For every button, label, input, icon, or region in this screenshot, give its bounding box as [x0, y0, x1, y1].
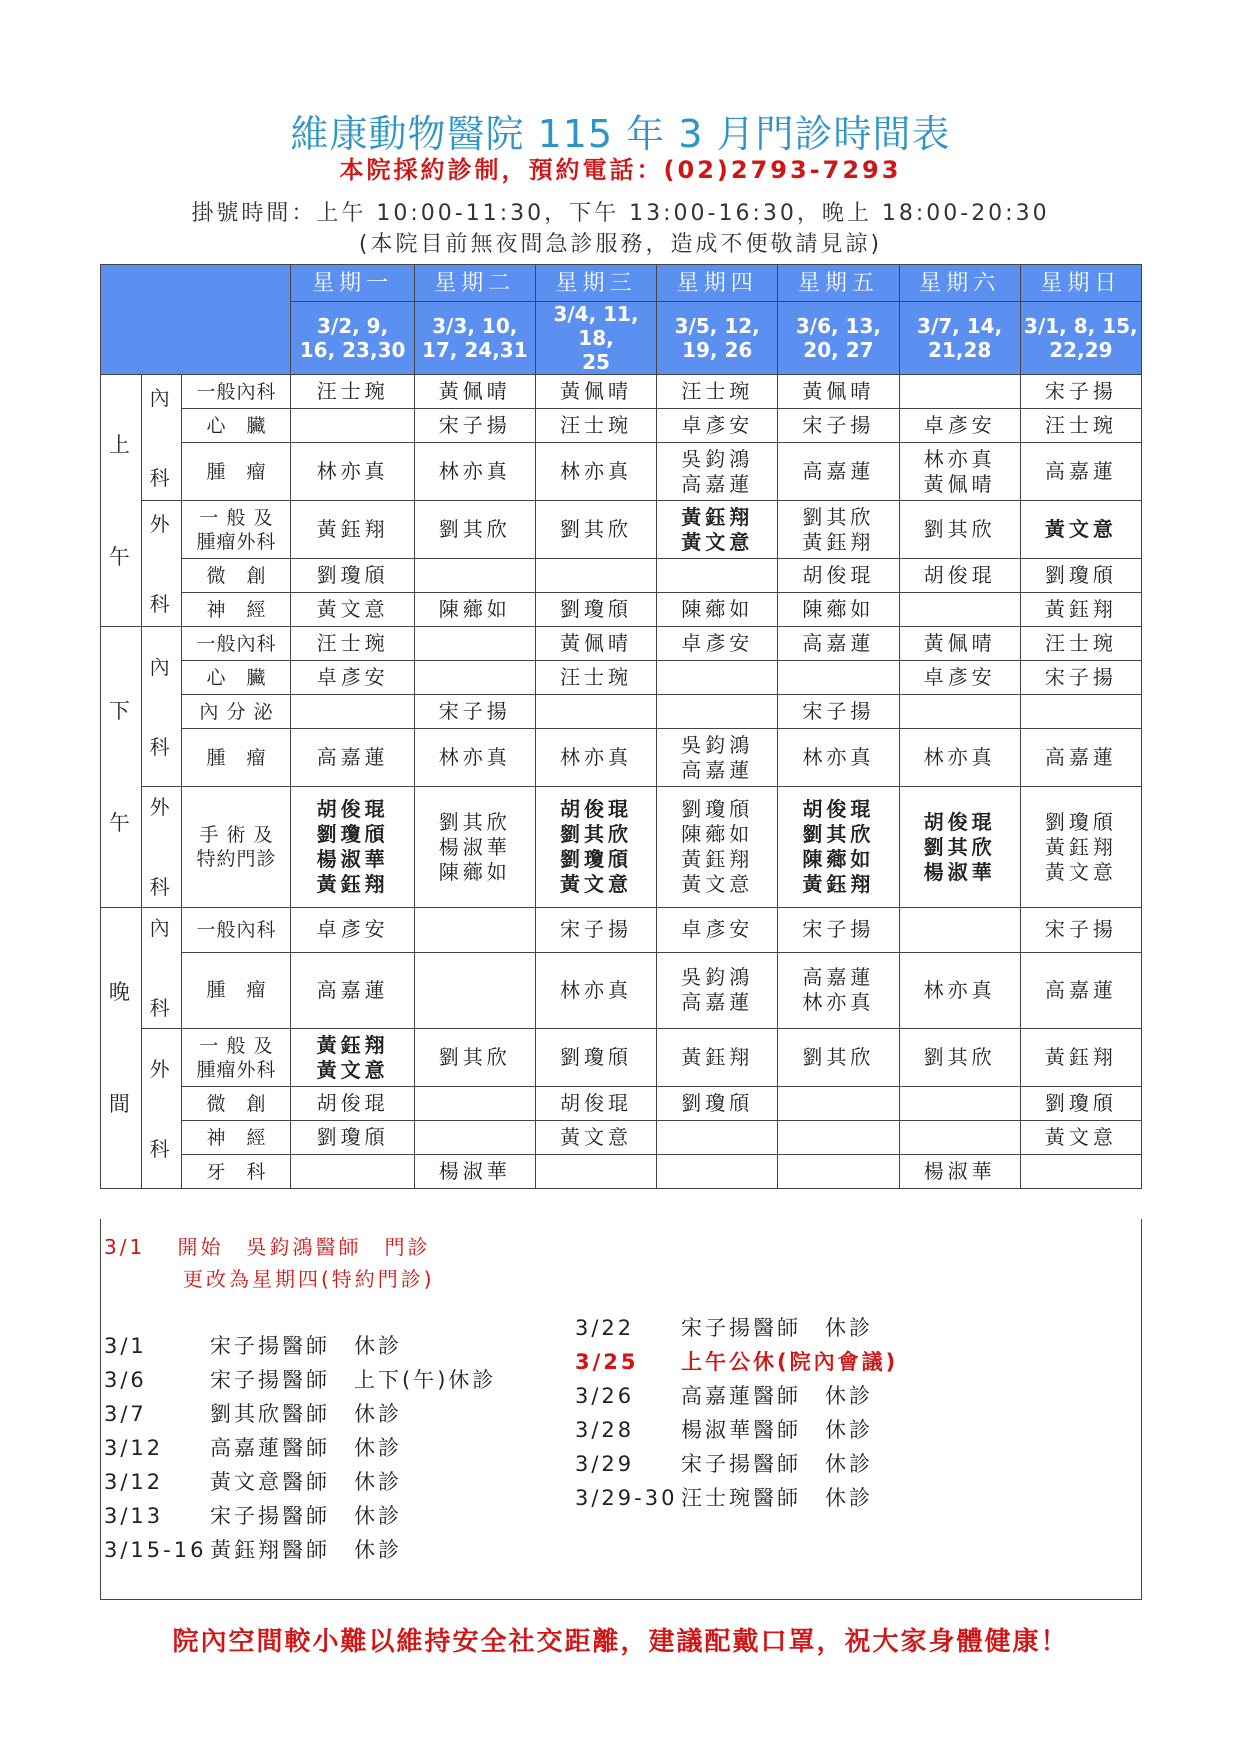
schedule-row	[101, 627, 1142, 661]
department-label: 一 般 及 腫瘤外科	[196, 506, 277, 553]
doctor-cell: 黃鈺翔	[681, 1045, 754, 1069]
leave-date: 3/12	[104, 1436, 164, 1460]
doctor-cell: 劉瓊頎	[1044, 1091, 1117, 1115]
doctor-cell: 汪士琬	[1044, 413, 1117, 437]
leave-item	[575, 1447, 898, 1481]
doctor-cell: 汪士琬	[560, 665, 632, 689]
doctor-cell: 楊淑華	[438, 1159, 511, 1183]
doctor-cell: 宋子揚	[560, 917, 632, 942]
leave-text: 楊淑華醫師 休診	[681, 1418, 873, 1442]
doctor-cell: 劉瓊頎	[560, 1045, 632, 1069]
leave-text: 宋子揚醫師 休診	[681, 1316, 873, 1340]
doctor-cell: 宋子揚	[438, 413, 511, 437]
leave-item	[104, 1397, 496, 1431]
doctor-cell: 高嘉蓮	[802, 459, 875, 483]
doctor-cell: 黃文意	[1044, 1125, 1117, 1149]
date-header: 3/1, 8, 15, 22,29	[1024, 314, 1138, 362]
schedule-row	[101, 1087, 1142, 1121]
department-label: 微 創	[206, 1092, 267, 1115]
doctor-cell: 宋子揚	[802, 917, 875, 942]
doctor-cell: 林亦真	[560, 745, 632, 769]
leave-date: 3/6	[104, 1368, 147, 1392]
appointment-phone: 本院採約診制，預約電話：(02)2793-7293	[339, 156, 902, 184]
department-label: 一般內科	[196, 918, 277, 941]
footer-message: 院內空間較小難以維持安全社交距離，建議配戴口罩，祝大家身體健康！	[172, 1627, 1069, 1657]
doctor-cell: 林亦真	[923, 977, 996, 1002]
doctor-cell: 宋子揚	[802, 413, 875, 437]
department-label: 一般內科	[196, 632, 277, 655]
leave-date: 3/26	[575, 1384, 635, 1408]
doctor-cell: 汪士琬	[316, 379, 389, 403]
leave-text: 上午公休(院內會議)	[681, 1350, 899, 1374]
doctor-cell: 林亦真	[438, 459, 511, 483]
doctor-cell: 卓彥安	[681, 631, 754, 655]
department-label: 手 術 及 特約門診	[196, 824, 277, 870]
doctor-cell: 劉其欣	[438, 1045, 511, 1069]
dept-group-label: 內 科	[149, 654, 174, 759]
day-header: 星期二	[414, 265, 535, 302]
doctor-cell: 汪士琬	[560, 413, 632, 437]
schedule-row	[101, 375, 1142, 409]
day-header: 星期日	[1020, 265, 1141, 302]
doctor-cell: 林亦真 黃佩晴	[923, 446, 996, 496]
doctor-cell: 劉其欣	[923, 517, 996, 541]
date-header: 3/5, 12, 19, 26	[674, 314, 760, 362]
leave-list-left	[104, 1329, 496, 1567]
doctor-cell: 楊淑華	[923, 1159, 996, 1183]
day-header: 星期一	[291, 265, 414, 302]
doctor-cell: 高嘉蓮	[316, 977, 389, 1002]
emergency-notice: (本院目前無夜間急診服務，造成不便敬請見諒)	[358, 232, 883, 257]
doctor-cell: 卓彥安	[923, 665, 996, 689]
schedule-row	[101, 559, 1142, 593]
doctor-cell: 胡俊琨 劉瓊頎 楊淑華 黃鈺翔	[316, 797, 389, 896]
doctor-cell: 卓彥安	[923, 413, 996, 437]
leave-date: 3/29	[575, 1452, 635, 1476]
doctor-cell: 宋子揚	[802, 699, 875, 723]
date-header: 3/6, 13, 20, 27	[795, 314, 881, 362]
department-label: 一般內科	[196, 380, 277, 403]
schedule-row	[101, 443, 1142, 501]
doctor-cell: 黃鈺翔	[316, 517, 389, 541]
department-label: 神 經	[206, 598, 267, 621]
leave-item	[104, 1533, 496, 1567]
department-label: 一 般 及 腫瘤外科	[196, 1034, 277, 1081]
doctor-cell: 林亦真	[560, 459, 632, 483]
doctor-cell: 汪士琬	[316, 631, 389, 655]
leave-date: 3/7	[104, 1402, 147, 1426]
header-corner	[101, 265, 291, 375]
doctor-cell: 劉其欣	[923, 1045, 996, 1069]
leave-date: 3/12	[104, 1470, 164, 1494]
leave-date: 3/25	[575, 1350, 639, 1374]
leave-item	[575, 1311, 898, 1345]
doctor-cell: 劉瓊頎	[316, 1125, 389, 1149]
doctor-cell: 高嘉蓮	[1044, 459, 1117, 483]
department-label: 腫 瘤	[206, 979, 267, 1002]
doctor-cell: 胡俊琨 劉其欣 劉瓊頎 黃文意	[560, 797, 632, 896]
leave-text: 高嘉蓮醫師 休診	[210, 1436, 402, 1460]
schedule-row	[101, 661, 1142, 695]
doctor-cell: 卓彥安	[316, 665, 389, 689]
doctor-cell: 黃文意	[560, 1125, 632, 1149]
schedule-row	[101, 501, 1142, 559]
doctor-cell: 陳薌如	[681, 597, 754, 621]
schedule-row	[101, 952, 1142, 1028]
doctor-cell: 卓彥安	[316, 917, 389, 942]
doctor-cell: 胡俊琨	[560, 1091, 632, 1115]
doctor-cell: 劉瓊頎	[560, 597, 632, 621]
doctor-cell: 林亦真	[316, 459, 389, 483]
doctor-cell: 胡俊琨	[316, 1091, 389, 1115]
schedule-row	[101, 908, 1142, 953]
date-header: 3/2, 9, 16, 23,30	[299, 314, 406, 362]
schedule-row	[101, 1121, 1142, 1155]
doctor-cell: 卓彥安	[681, 917, 754, 942]
doctor-cell: 黃鈺翔 黃文意	[681, 504, 754, 554]
doctor-cell: 卓彥安	[681, 413, 754, 437]
doctor-cell: 劉瓊頎 陳薌如 黃鈺翔 黃文意	[681, 797, 754, 896]
doctor-cell: 高嘉蓮	[1044, 745, 1117, 769]
announcement-line-1: 3/1 開始 吳鈞鴻醫師 門診	[104, 1235, 431, 1259]
announcement-line-2: 更改為星期四(特約門診)	[183, 1267, 435, 1291]
department-label: 神 經	[206, 1126, 267, 1149]
period-label: 上 午	[108, 432, 134, 569]
doctor-cell: 吳鈞鴻 高嘉蓮	[681, 446, 754, 496]
doctor-cell: 高嘉蓮	[802, 631, 875, 655]
leave-item	[104, 1329, 496, 1363]
doctor-cell: 宋子揚	[1044, 379, 1117, 403]
date-header: 3/4, 11, 18, 25	[553, 302, 639, 374]
page-title: 維康動物醫院 115 年 3 月門診時間表	[290, 112, 951, 156]
leave-date: 3/29-30	[575, 1486, 678, 1510]
dept-group-label: 內 科	[149, 916, 174, 1020]
department-label: 心 臟	[206, 666, 267, 689]
leave-date: 3/28	[575, 1418, 635, 1442]
leave-text: 黃文意醫師 休診	[210, 1470, 402, 1494]
doctor-cell: 汪士琬	[681, 379, 754, 403]
doctor-cell: 高嘉蓮	[1044, 977, 1117, 1002]
doctor-cell: 汪士琬	[1044, 631, 1117, 655]
department-label: 內 分 泌	[199, 700, 274, 723]
schedule-row	[101, 593, 1142, 627]
department-label: 腫 瘤	[206, 460, 267, 483]
doctor-cell: 黃佩晴	[923, 631, 996, 655]
doctor-cell: 林亦真	[438, 745, 511, 769]
leave-text: 宋子揚醫師 休診	[681, 1452, 873, 1476]
leave-text: 宋子揚醫師 上下(午)休診	[210, 1368, 497, 1392]
doctor-cell: 宋子揚	[1044, 917, 1117, 942]
doctor-cell: 高嘉蓮 林亦真	[802, 965, 875, 1015]
doctor-cell: 劉瓊頎	[316, 563, 389, 587]
leave-text: 宋子揚醫師 休診	[210, 1334, 402, 1358]
period-label: 晚 間	[108, 980, 134, 1116]
doctor-cell: 黃文意	[1044, 517, 1117, 541]
schedule-row	[101, 409, 1142, 443]
leave-text: 高嘉蓮醫師 休診	[681, 1384, 873, 1408]
doctor-cell: 黃佩晴	[438, 379, 511, 403]
period-label: 下 午	[108, 699, 134, 835]
day-header: 星期四	[657, 265, 778, 302]
doctor-cell: 胡俊琨 劉其欣 陳薌如 黃鈺翔	[802, 797, 875, 896]
doctor-cell: 宋子揚	[1044, 665, 1117, 689]
leave-item	[575, 1379, 898, 1413]
schedule-row	[101, 695, 1142, 729]
doctor-cell: 高嘉蓮	[316, 745, 389, 769]
doctor-cell: 劉其欣	[560, 517, 632, 541]
leave-item	[575, 1481, 898, 1515]
leave-item	[104, 1465, 496, 1499]
doctor-cell: 陳薌如	[438, 597, 511, 621]
leave-item	[104, 1431, 496, 1465]
doctor-cell: 胡俊琨	[802, 563, 875, 587]
doctor-cell: 吳鈞鴻 高嘉蓮	[681, 732, 754, 782]
doctor-cell: 劉其欣 楊淑華 陳薌如	[438, 809, 511, 884]
leave-text: 宋子揚醫師 休診	[210, 1504, 402, 1528]
schedule-row	[101, 787, 1142, 908]
doctor-cell: 林亦真	[923, 745, 996, 769]
leave-item	[104, 1363, 496, 1397]
doctor-cell: 劉其欣 黃鈺翔	[802, 504, 875, 554]
registration-hours: 掛號時間：上午 10:00-11:30，下午 13:00-16:30，晚上 18:00-20:30	[191, 201, 1050, 226]
leave-item	[575, 1345, 898, 1379]
doctor-cell: 陳薌如	[802, 597, 875, 621]
doctor-cell: 黃鈺翔 黃文意	[316, 1032, 389, 1082]
department-label: 牙 科	[206, 1160, 267, 1183]
dept-group-label: 外 科	[149, 511, 174, 616]
leave-date: 3/1	[104, 1334, 147, 1358]
doctor-cell: 吳鈞鴻 高嘉蓮	[681, 965, 754, 1015]
doctor-cell: 林亦真	[802, 745, 875, 769]
day-header: 星期六	[899, 265, 1020, 302]
schedule-row	[101, 1029, 1142, 1087]
doctor-cell: 黃文意	[316, 597, 389, 621]
department-label: 腫 瘤	[206, 746, 267, 769]
schedule-row	[101, 729, 1142, 787]
doctor-cell: 黃佩晴	[560, 379, 632, 403]
leave-date: 3/22	[575, 1316, 635, 1340]
leave-item	[104, 1499, 496, 1533]
leave-text: 汪士琬醫師 休診	[681, 1486, 873, 1510]
dept-group-label: 內 科	[149, 385, 174, 490]
department-label: 微 創	[206, 564, 267, 587]
doctor-cell: 劉其欣	[438, 517, 511, 541]
doctor-cell: 胡俊琨	[923, 563, 996, 587]
date-header: 3/7, 14, 21,28	[917, 314, 1003, 362]
notes-panel	[100, 1219, 1142, 1600]
leave-date: 3/15-16	[104, 1538, 207, 1562]
doctor-cell: 劉其欣	[802, 1045, 875, 1069]
doctor-cell: 黃鈺翔	[1044, 1045, 1117, 1069]
dept-group-label: 外 科	[149, 795, 174, 899]
schedule-row	[101, 1155, 1142, 1189]
doctor-cell: 胡俊琨 劉其欣 楊淑華	[923, 809, 996, 884]
day-header: 星期三	[535, 265, 656, 302]
doctor-cell: 劉瓊頎	[1044, 563, 1117, 587]
schedule-table	[100, 264, 1142, 1189]
leave-date: 3/13	[104, 1504, 164, 1528]
doctor-cell: 黃佩晴	[560, 631, 632, 655]
day-header: 星期五	[778, 265, 899, 302]
leave-item	[575, 1413, 898, 1447]
doctor-cell: 林亦真	[560, 977, 632, 1002]
leave-list-right	[575, 1311, 898, 1515]
leave-text: 劉其欣醫師 休診	[210, 1402, 402, 1426]
doctor-cell: 劉瓊頎 黃鈺翔 黃文意	[1044, 809, 1117, 884]
date-header: 3/3, 10, 17, 24,31	[421, 314, 528, 362]
department-label: 心 臟	[206, 414, 267, 437]
doctor-cell: 黃佩晴	[802, 379, 875, 403]
dept-group-label: 外 科	[149, 1056, 174, 1161]
doctor-cell: 劉瓊頎	[681, 1091, 754, 1115]
doctor-cell: 宋子揚	[438, 699, 511, 723]
leave-text: 黃鈺翔醫師 休診	[210, 1538, 402, 1562]
doctor-cell: 黃鈺翔	[1044, 597, 1117, 621]
